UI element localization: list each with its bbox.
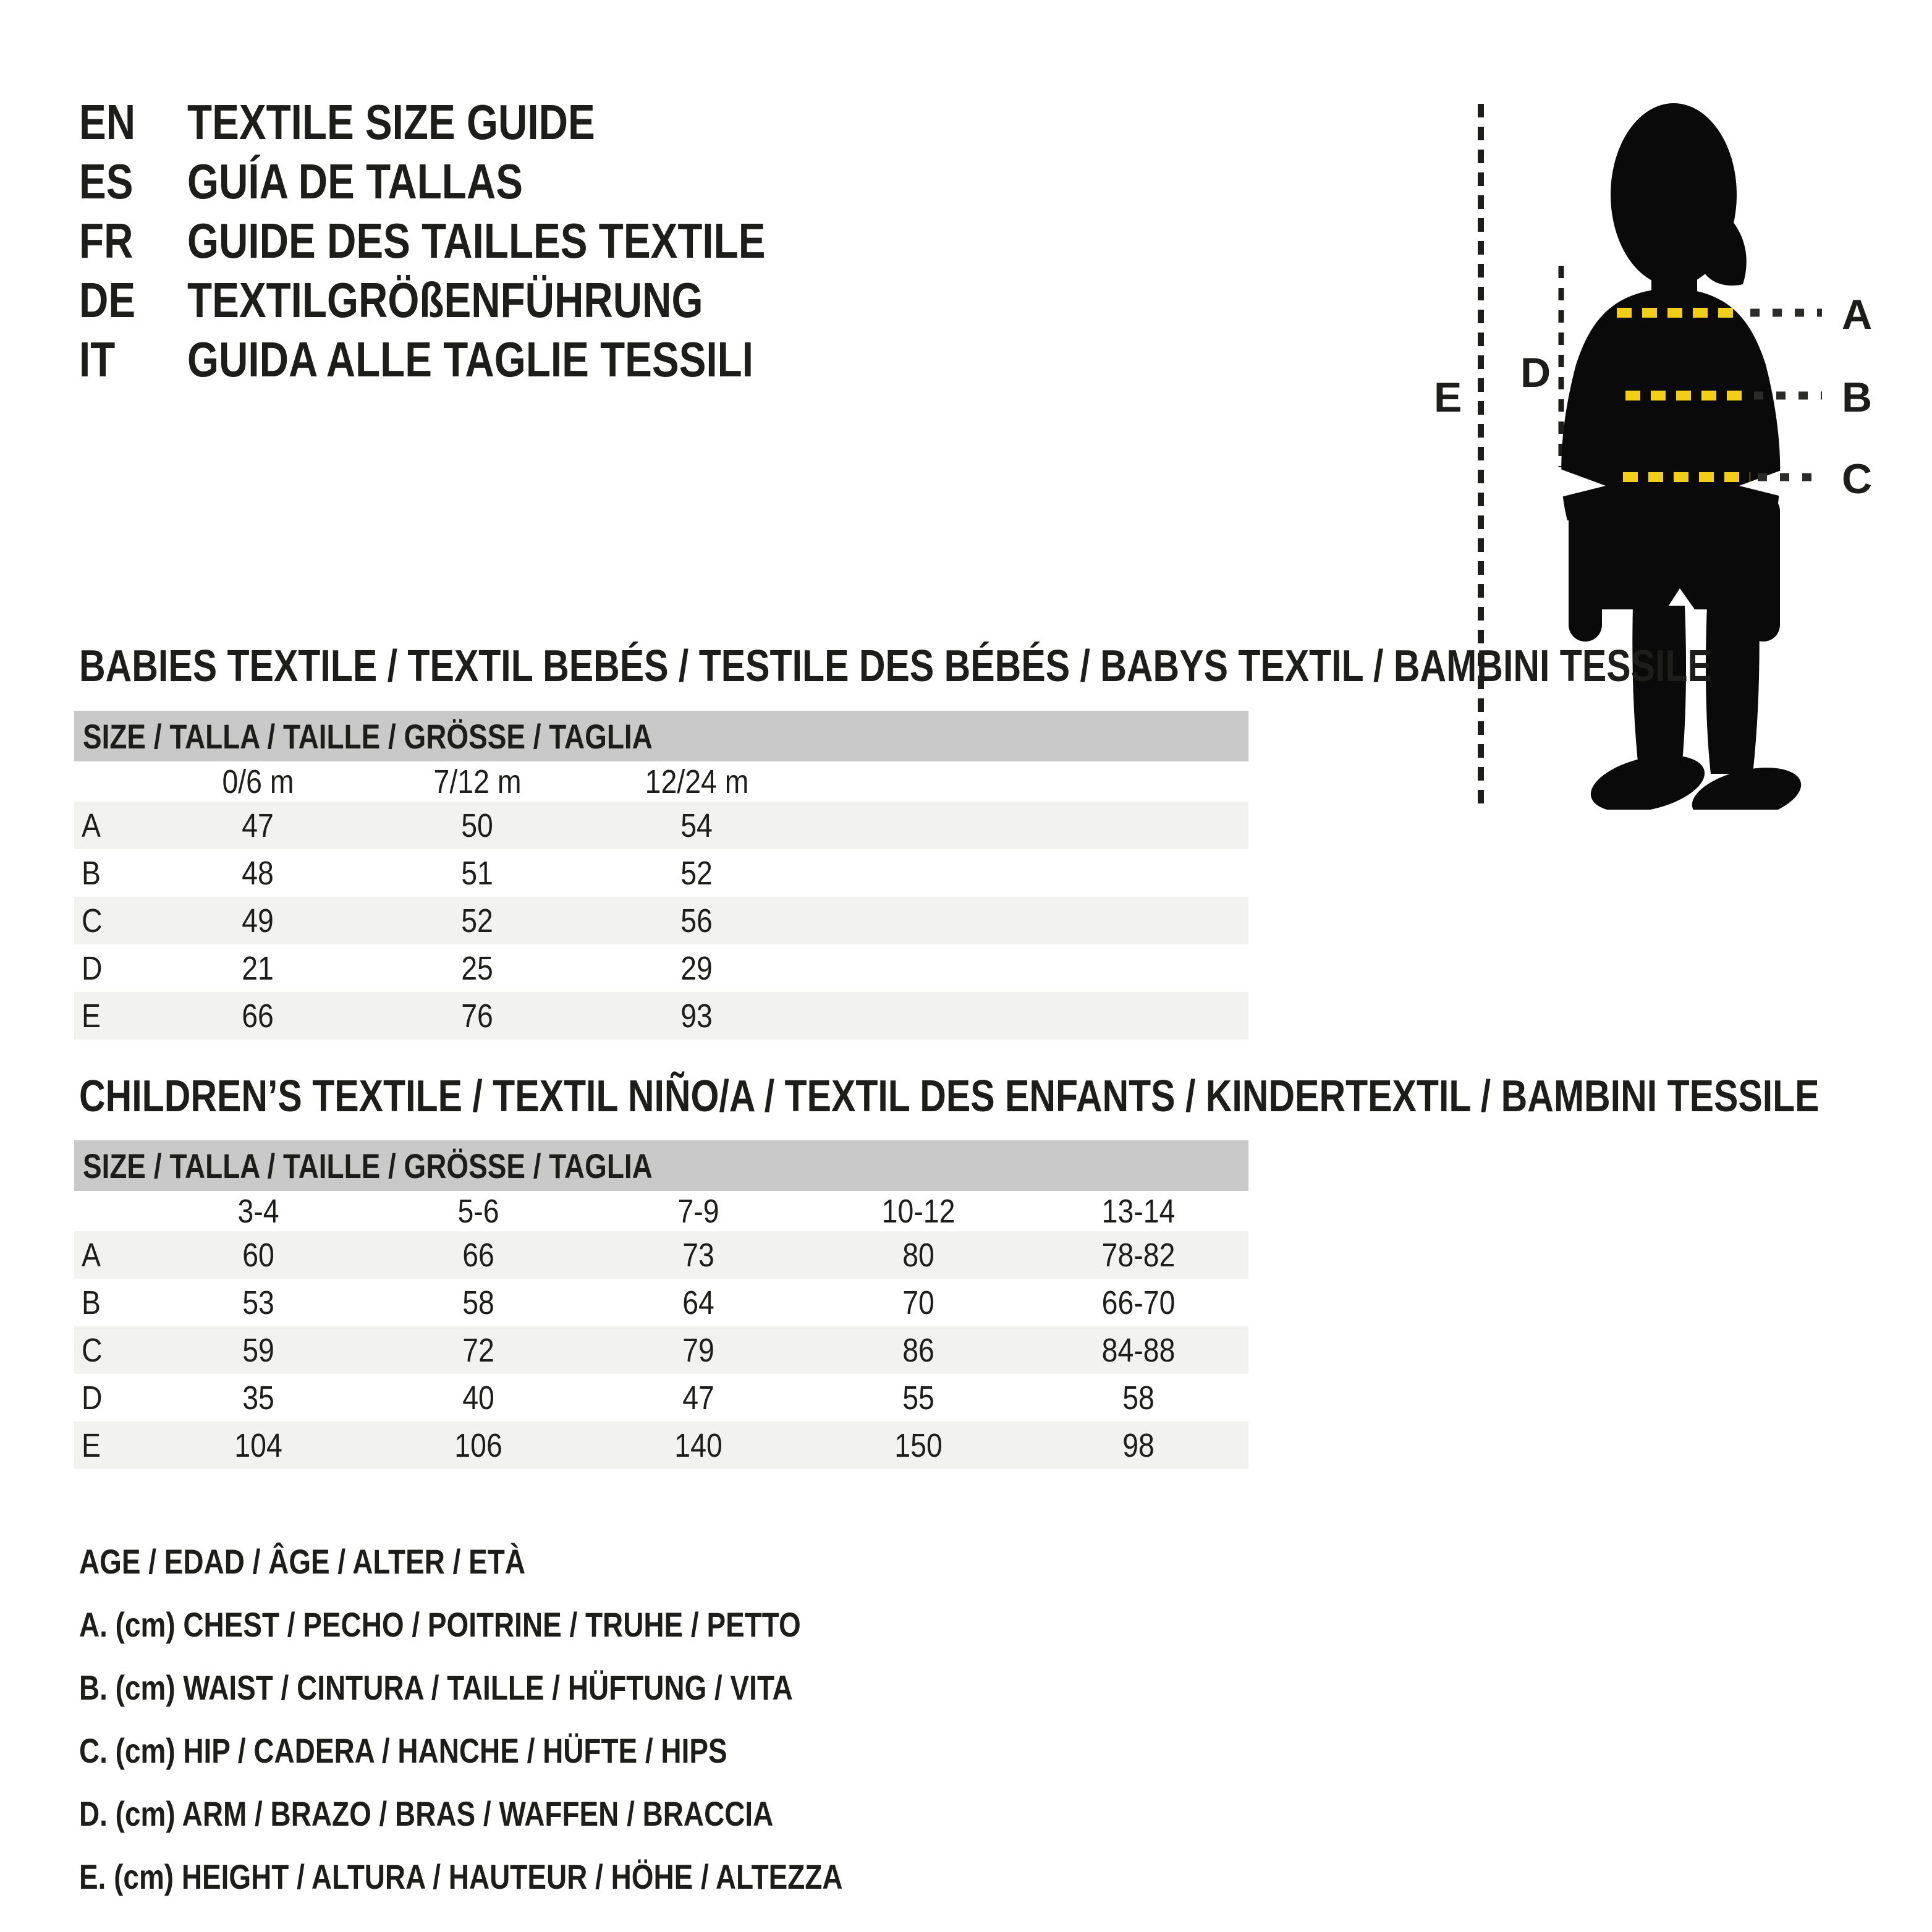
cell: 40: [462, 1379, 494, 1417]
cell: 58: [462, 1284, 494, 1321]
cell: 64: [682, 1284, 714, 1321]
label-D: D: [1520, 349, 1551, 396]
children-size-table: [74, 1191, 1248, 1469]
cell: 150: [894, 1426, 943, 1464]
cell: 59: [242, 1331, 274, 1369]
cell: 52: [461, 902, 494, 939]
babies-size-header-bar: [74, 711, 1248, 761]
children-column-header-row: [74, 1191, 1248, 1231]
cell: 50: [461, 807, 494, 844]
guide-title: GUIDE DES TAILLES TEXTILE: [187, 213, 766, 268]
cell: 55: [902, 1379, 934, 1417]
language-code: DE: [79, 273, 136, 328]
cell: 73: [682, 1236, 714, 1274]
table-row: [74, 1231, 1248, 1279]
children-heading-text: CHILDREN’S TEXTILE / TEXTIL NIÑO/A / TEXTIL DES ENFANTS / KINDERTEXTIL / BAMBINI TESSILE: [79, 1072, 1820, 1121]
guide-title: TEXTILE SIZE GUIDE: [187, 95, 595, 150]
language-code: IT: [79, 332, 116, 387]
language-code: ES: [79, 154, 133, 209]
guide-title: GUIDA ALLE TAGLIE TESSILI: [187, 332, 753, 387]
children-size-header-text: SIZE / TALLA / TAILLE / GRÖSSE / TAGLIA: [83, 1146, 653, 1185]
cell: 80: [902, 1236, 934, 1274]
cell: 47: [242, 807, 274, 844]
legend-line-hip: C. (cm) HIP / CADERA / HANCHE / HÜFTE / HIPS: [79, 1731, 727, 1770]
column-header: 3-4: [237, 1192, 279, 1230]
row-label: D: [82, 1379, 103, 1417]
language-title-list: [79, 93, 892, 389]
label-C: C: [1842, 455, 1873, 502]
measurement-legend: [79, 1530, 1010, 1908]
cell: 66: [462, 1236, 494, 1274]
column-header: 5-6: [457, 1192, 499, 1230]
row-label: C: [82, 902, 103, 939]
language-code: FR: [79, 213, 133, 268]
cell: 78-82: [1101, 1236, 1176, 1274]
row-label: D: [82, 949, 103, 987]
legend-line-arm: D. (cm) ARM / BRAZO / BRAS / WAFFEN / BRACCIA: [79, 1794, 774, 1833]
table-row: [74, 849, 1248, 897]
language-code: EN: [79, 95, 136, 150]
babies-heading-text: BABIES TEXTILE / TEXTIL BEBÉS / TESTILE DES BÉBÉS / BABYS TEXTIL / BAMBINI TESSILE: [79, 642, 1712, 691]
row-label: B: [82, 1284, 101, 1321]
guide-title: TEXTILGRÖßENFÜHRUNG: [187, 273, 703, 328]
cell: 53: [242, 1284, 274, 1321]
row-label: C: [82, 1331, 103, 1369]
cell: 56: [680, 902, 713, 939]
language-row-de: [79, 271, 892, 330]
cell: 104: [234, 1426, 282, 1464]
cell: 93: [680, 997, 713, 1035]
label-E: E: [1434, 374, 1462, 421]
label-B: B: [1842, 374, 1873, 421]
cell: 79: [682, 1331, 714, 1369]
language-row-fr: [79, 211, 892, 271]
cell: 84-88: [1101, 1331, 1176, 1369]
row-label: E: [82, 1426, 101, 1464]
table-row: [74, 1374, 1248, 1421]
guide-title: GUÍA DE TALLAS: [187, 154, 523, 209]
cell: 76: [461, 997, 494, 1035]
babies-section-heading: [79, 642, 1932, 691]
children-size-header-bar: [74, 1140, 1248, 1191]
cell: 48: [242, 854, 274, 892]
cell: 49: [242, 902, 274, 939]
babies-size-table: [74, 761, 1248, 1040]
cell: 35: [242, 1379, 274, 1417]
column-header: 7-9: [677, 1192, 719, 1230]
table-row: [74, 944, 1248, 992]
language-row-it: [79, 330, 892, 389]
children-section-heading: [79, 1074, 1932, 1119]
column-header: 13-14: [1101, 1192, 1176, 1230]
column-header: 10-12: [881, 1192, 955, 1230]
cell: 98: [1122, 1426, 1155, 1464]
legend-line-height: E. (cm) HEIGHT / ALTURA / HAUTEUR / HÖHE / ALTEZZA: [79, 1857, 843, 1896]
row-label: A: [82, 1236, 101, 1274]
cell: 47: [682, 1379, 714, 1417]
language-row-en: [79, 93, 892, 152]
table-row: [74, 802, 1248, 849]
cell: 140: [674, 1426, 722, 1464]
cell: 106: [454, 1426, 502, 1464]
cell: 66: [242, 997, 274, 1035]
legend-line-age: AGE / EDAD / ÂGE / ALTER / ETÀ: [79, 1541, 526, 1581]
label-A: A: [1842, 291, 1873, 338]
cell: 86: [902, 1331, 934, 1369]
language-row-es: [79, 152, 892, 211]
cell: 72: [462, 1331, 494, 1369]
cell: 52: [680, 854, 713, 892]
cell: 54: [680, 807, 713, 844]
row-label: A: [82, 807, 101, 844]
table-row: [74, 992, 1248, 1040]
legend-line-chest: A. (cm) CHEST / PECHO / POITRINE / TRUHE / PETTO: [79, 1604, 801, 1644]
cell: 60: [242, 1236, 274, 1274]
column-header: 0/6 m: [222, 763, 294, 800]
table-row: [74, 1279, 1248, 1326]
measurement-figure: [1409, 87, 1904, 810]
legend-line-waist: B. (cm) WAIST / CINTURA / TAILLE / HÜFTUNG / VITA: [79, 1667, 793, 1707]
row-label: B: [82, 854, 101, 892]
babies-column-header-row: [74, 761, 1248, 802]
row-label: E: [82, 997, 101, 1035]
cell: 25: [461, 949, 494, 987]
column-header: 12/24 m: [645, 763, 749, 800]
table-row: [74, 1421, 1248, 1469]
cell: 70: [902, 1284, 934, 1321]
cell: 66-70: [1101, 1284, 1176, 1321]
table-row: [74, 1326, 1248, 1374]
child-silhouette: [1561, 103, 1806, 810]
cell: 29: [680, 949, 713, 987]
column-header: 7/12 m: [433, 763, 522, 800]
babies-size-header-text: SIZE / TALLA / TAILLE / GRÖSSE / TAGLIA: [83, 716, 653, 756]
cell: 58: [1122, 1379, 1155, 1417]
cell: 21: [242, 949, 274, 987]
cell: 51: [461, 854, 494, 892]
table-row: [74, 897, 1248, 944]
